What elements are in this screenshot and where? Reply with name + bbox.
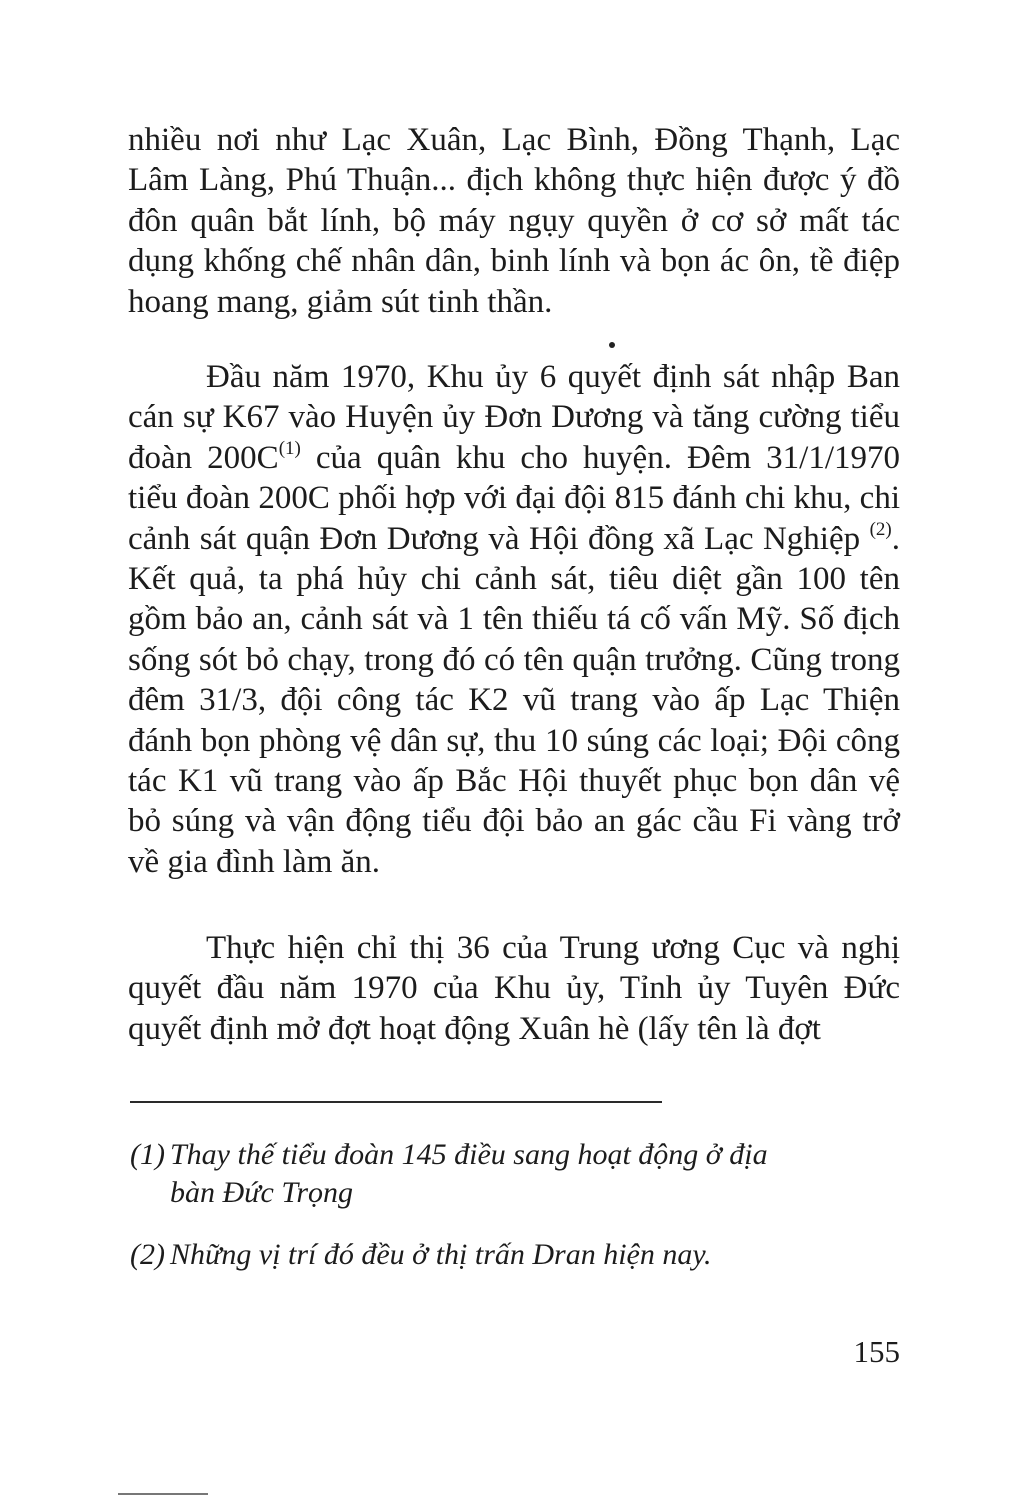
paragraph-1: nhiều nơi như Lạc Xuân, Lạc Bình, Đồng Thạnh, Lạc Lâm Làng, Phú Thuận... địch không thực hiện được ý đồ đôn quân bắt lính, bộ máy ngụy quyền ở cơ sở mất tác dụng khống chế nhân dân, binh lính và bọn ác ôn, tề điệp hoang mang, giảm sút tinh thần. xyxy=(128,122,900,320)
paragraph-2-part-3: . Kết quả, ta phá hủy chi cảnh sát, tiêu diệt gần 100 tên gồm bảo an, cảnh sát và 1 tên thiếu tá cố vấn Mỹ. Số địch sống sót bỏ chạy, trong đó có tên quận trưởng. Cũng trong đêm 31/3, đội công tác K2 vũ trang vào ấp Lạc Thiện đánh bọn phòng vệ dân sự, thu 10 súng các loại; Đội công tác K1 vũ trang vào ấp Bắc Hội thuyết phục bọn dân vệ bỏ súng và vận động tiểu đội bảo an gác cầu Fi vàng trở về gia đình làm ăn. xyxy=(128,520,900,880)
footnote-2-marker: (2) xyxy=(130,1238,165,1271)
footnote-2 xyxy=(130,1236,900,1274)
page-number: 155 xyxy=(853,1334,900,1369)
paragraph-2-part-1: Đầu năm 1970, Khu ủy 6 quyết định sát nhập Ban cán sự K67 vào Huyện ủy Đơn Dương và tăng cường tiểu đoàn 200C xyxy=(128,359,900,476)
footnote-ref-2: (2) xyxy=(869,518,892,540)
paragraph-2-part-2: của quân khu cho huyện. Đêm 31/1/1970 tiểu đoàn 200C phối hợp với đại đội 815 đánh chi khu, chi cảnh sát quận Đơn Dương và Hội đồng xã Lạc Nghiệp xyxy=(128,439,900,557)
paragraph-2 xyxy=(128,357,900,882)
footnote-1-line-1: Thay thế tiểu đoàn 145 điều sang hoạt động ở địa xyxy=(170,1138,768,1171)
scan-edge-mark xyxy=(118,1493,208,1495)
footnote-1 xyxy=(130,1136,900,1212)
footnote-1-line-2: bàn Đức Trọng xyxy=(170,1176,354,1209)
footnote-separator xyxy=(130,1101,662,1103)
footnote-2-text: Những vị trí đó đều ở thị trấn Dran hiện nay. xyxy=(170,1238,712,1271)
paragraph-3: Thực hiện chỉ thị 36 của Trung ương Cục và nghị quyết đầu năm 1970 của Khu ủy, Tỉnh ủy Tuyên Đức quyết định mở đợt hoạt động Xuân hè (lấy tên là đợt xyxy=(128,930,900,1047)
scan-speck xyxy=(609,342,615,348)
footnote-ref-1: (1) xyxy=(278,437,301,459)
footnote-1-marker: (1) xyxy=(130,1138,165,1171)
